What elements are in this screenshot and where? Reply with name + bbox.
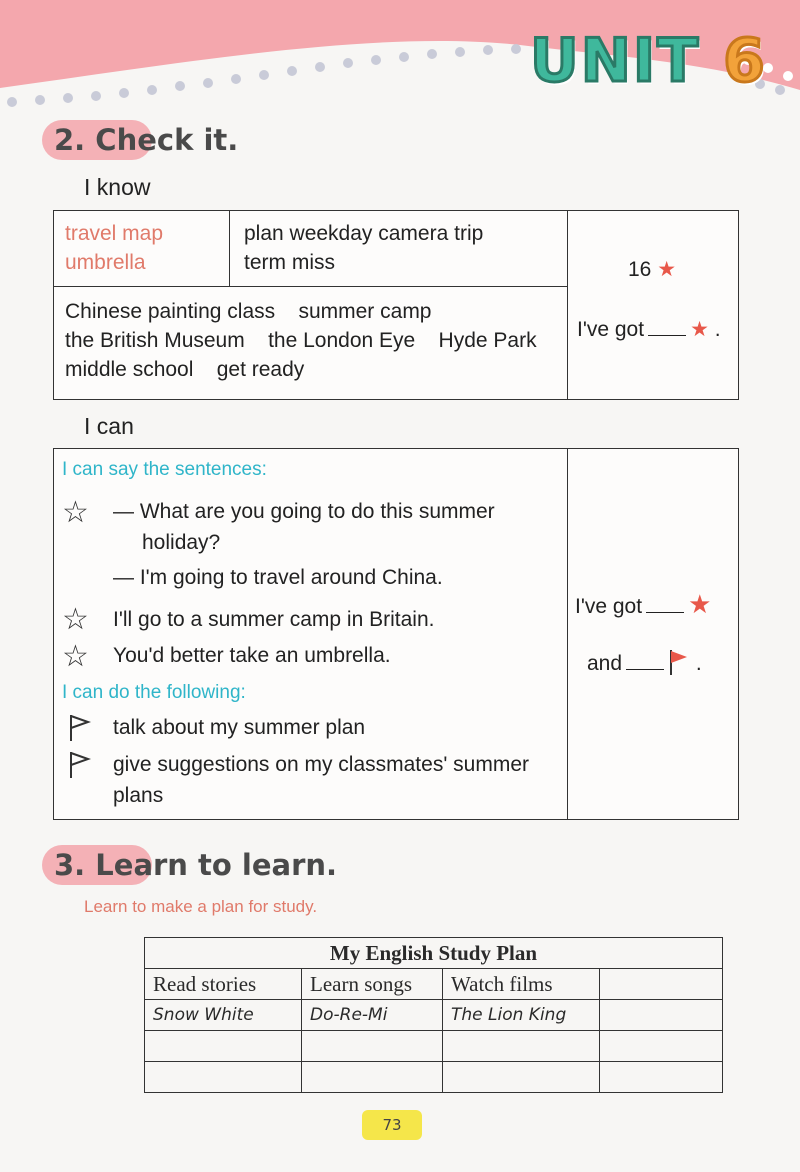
learn-subtitle: Learn to make a plan for study.: [84, 897, 318, 916]
sentence1-reply: — I'm going to travel around China.: [113, 566, 443, 589]
sentence3: You'd better take an umbrella.: [113, 644, 391, 667]
blank-line[interactable]: [626, 651, 664, 670]
table-cell[interactable]: [145, 1031, 302, 1062]
section-title-check-it: 2. Check it.: [54, 123, 239, 157]
table-cell: The Lion King: [443, 1000, 600, 1031]
pink-words-line1: travel map: [65, 222, 164, 245]
table-cell[interactable]: [600, 1062, 723, 1093]
table-header-cell[interactable]: [600, 969, 723, 1000]
i-know-label: I know: [84, 174, 151, 200]
table-row: [145, 1031, 723, 1062]
study-plan-table: [144, 937, 723, 1093]
table-cell[interactable]: [443, 1062, 600, 1093]
sentence1-line2: holiday?: [142, 531, 221, 554]
got-stars-line: [575, 590, 711, 621]
do-heading: I can do the following:: [62, 682, 246, 703]
words-line2: term miss: [244, 251, 335, 274]
divider: [567, 448, 568, 820]
divider: [567, 210, 568, 400]
period: .: [695, 652, 702, 675]
i-can-label: I can: [84, 413, 134, 439]
table-cell[interactable]: [443, 1031, 600, 1062]
phrases-line1: Chinese painting class summer camp: [65, 300, 432, 323]
table-header-cell: Watch films: [443, 969, 600, 1000]
table-cell[interactable]: [302, 1031, 443, 1062]
say-heading: I can say the sentences:: [62, 459, 267, 480]
table-cell[interactable]: [600, 1031, 723, 1062]
table-header-cell: Learn songs: [302, 969, 443, 1000]
outline-star-icon: ☆: [62, 640, 89, 673]
outline-flag-icon: [68, 713, 92, 743]
star-count: 16: [628, 258, 652, 281]
table-row: [145, 1000, 723, 1031]
words-line1: plan weekday camera trip: [244, 222, 484, 245]
task1: talk about my summer plan: [113, 716, 366, 739]
sentence2: I'll go to a summer camp in Britain.: [113, 608, 435, 631]
red-flag-icon: [668, 648, 690, 676]
got-flags-line: [587, 648, 702, 678]
unit-word: UNIT: [530, 26, 701, 96]
table-cell[interactable]: [145, 1062, 302, 1093]
outline-star-icon: ☆: [62, 603, 89, 636]
table-header-cell: Read stories: [145, 969, 302, 1000]
got-text: I've got: [575, 595, 643, 618]
sentence1-line1: — What are you going to do this summer: [113, 500, 495, 523]
divider: [53, 286, 568, 287]
task2-line2: plans: [113, 784, 164, 807]
page-header: [0, 0, 800, 120]
divider: [229, 210, 230, 287]
red-star-icon: ★: [690, 318, 709, 341]
and-text: and: [587, 652, 623, 675]
task2-line1: give suggestions on my classmates' summer: [113, 753, 530, 776]
table-cell[interactable]: [600, 1000, 723, 1031]
outline-flag-icon: [68, 750, 92, 780]
table-cell[interactable]: [302, 1062, 443, 1093]
blank-line[interactable]: [648, 317, 686, 336]
got-stars-line: [577, 315, 721, 344]
page-number: 73: [362, 1110, 422, 1140]
table-caption: My English Study Plan: [145, 938, 723, 969]
unit-number: 6: [723, 26, 767, 96]
blank-line[interactable]: [646, 594, 684, 613]
table-cell: Snow White: [145, 1000, 302, 1031]
pink-words-line2: umbrella: [65, 251, 146, 274]
table-cell: Do-Re-Mi: [302, 1000, 443, 1031]
table-row: [145, 969, 723, 1000]
red-star-icon: ★: [688, 589, 712, 619]
section-title-learn: 3. Learn to learn.: [54, 848, 338, 882]
phrases-line3: middle school get ready: [65, 358, 305, 381]
red-star-icon: ★: [657, 258, 677, 281]
star-total: [628, 255, 676, 284]
got-text: I've got: [577, 318, 645, 341]
table-row: [145, 1062, 723, 1093]
period: .: [714, 318, 721, 341]
outline-star-icon: ☆: [62, 496, 89, 529]
phrases-line2: the British Museum the London Eye Hyde Park: [65, 329, 537, 352]
unit-title: [530, 26, 767, 96]
